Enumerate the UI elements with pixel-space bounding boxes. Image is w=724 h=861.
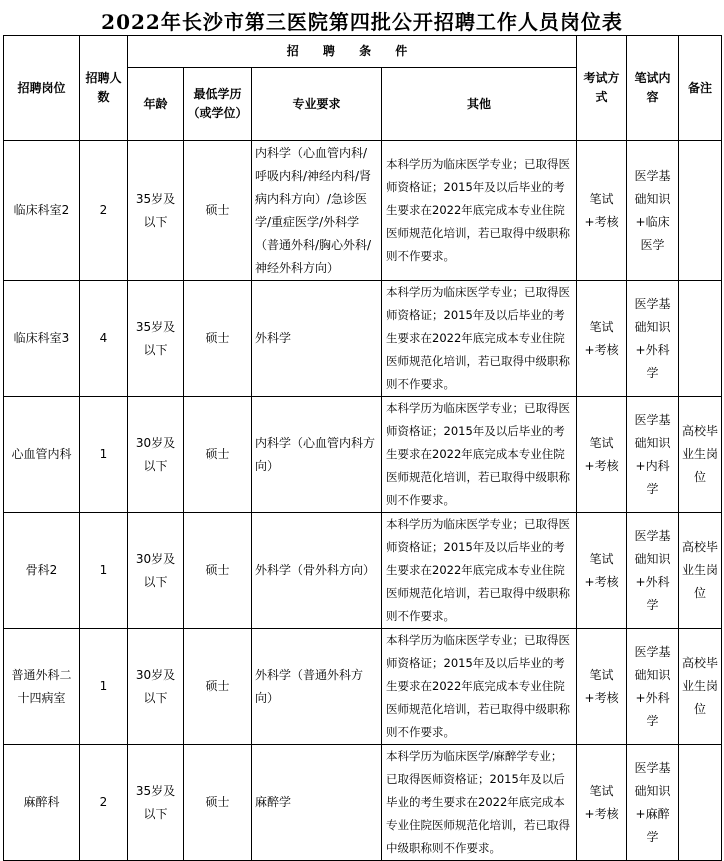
cell-age: 30岁及以下 [128, 629, 184, 745]
table-row [4, 397, 722, 513]
cell-major: 外科学（骨外科方向） [252, 513, 382, 629]
header-exam: 考试方式 [577, 36, 627, 141]
header-remark: 备注 [679, 36, 722, 141]
cell-age: 30岁及以下 [128, 397, 184, 513]
cell-written: 医学基础知识+外科学 [627, 281, 679, 397]
cell-written: 医学基础知识+临床医学 [627, 141, 679, 281]
cell-major: 外科学 [252, 281, 382, 397]
cell-remark: 高校毕业生岗位 [679, 513, 722, 629]
cell-age: 35岁及以下 [128, 141, 184, 281]
cell-post: 临床科室3 [4, 281, 80, 397]
header-major: 专业要求 [252, 68, 382, 141]
cell-major: 麻醉学 [252, 745, 382, 861]
cell-exam: 笔试+考核 [577, 141, 627, 281]
cell-other: 本科学历为临床医学专业；已取得医师资格证；2015年及以后毕业的考生要求在2022年底完成本专业住院医师规范化培训，若已取得中级职称则不作要求。 [382, 141, 577, 281]
cell-remark: 高校毕业生岗位 [679, 629, 722, 745]
table-row [4, 141, 722, 281]
cell-written: 医学基础知识+外科学 [627, 629, 679, 745]
cell-written: 医学基础知识+外科学 [627, 513, 679, 629]
table-row [4, 629, 722, 745]
cell-remark [679, 281, 722, 397]
cell-major: 内科学（心血管内科/呼吸内科/神经内科/肾病内科方向）/急诊医学/重症医学/外科学（普通外科/胸心外科/神经外科方向） [252, 141, 382, 281]
header-other: 其他 [382, 68, 577, 141]
cell-remark [679, 745, 722, 861]
cell-major: 内科学（心血管内科方向） [252, 397, 382, 513]
cell-exam: 笔试+考核 [577, 397, 627, 513]
cell-age: 30岁及以下 [128, 513, 184, 629]
cell-count: 2 [80, 745, 128, 861]
cell-exam: 笔试+考核 [577, 629, 627, 745]
cell-other: 本科学历为临床医学专业；已取得医师资格证；2015年及以后毕业的考生要求在2022年底完成本专业住院医师规范化培训，若已取得中级职称则不作要求。 [382, 629, 577, 745]
table-row [4, 281, 722, 397]
cell-exam: 笔试+考核 [577, 745, 627, 861]
cell-other: 本科学历为临床医学专业；已取得医师资格证；2015年及以后毕业的考生要求在2022年底完成本专业住院医师规范化培训，若已取得中级职称则不作要求。 [382, 281, 577, 397]
cell-remark: 高校毕业生岗位 [679, 397, 722, 513]
cell-post: 骨科2 [4, 513, 80, 629]
page-title: 2022年长沙市第三医院第四批公开招聘工作人员岗位表 [101, 10, 623, 34]
header-written: 笔试内容 [627, 36, 679, 141]
cell-age: 35岁及以下 [128, 745, 184, 861]
header-education: 最低学历（或学位） [184, 68, 252, 141]
cell-education: 硕士 [184, 141, 252, 281]
cell-education: 硕士 [184, 513, 252, 629]
cell-count: 1 [80, 629, 128, 745]
cell-post: 麻醉科 [4, 745, 80, 861]
cell-post: 普通外科二十四病室 [4, 629, 80, 745]
cell-education: 硕士 [184, 281, 252, 397]
cell-written: 医学基础知识+内科学 [627, 397, 679, 513]
cell-remark [679, 141, 722, 281]
cell-post: 心血管内科 [4, 397, 80, 513]
cell-other: 本科学历为临床医学专业；已取得医师资格证；2015年及以后毕业的考生要求在2022年底完成本专业住院医师规范化培训，若已取得中级职称则不作要求。 [382, 513, 577, 629]
cell-count: 1 [80, 513, 128, 629]
cell-other: 本科学历为临床医学/麻醉学专业；已取得医师资格证；2015年及以后毕业的考生要求在2022年底完成本专业住院医师规范化培训，若已取得中级职称则不作要求。 [382, 745, 577, 861]
cell-education: 硕士 [184, 745, 252, 861]
cell-written: 医学基础知识+麻醉学 [627, 745, 679, 861]
header-post: 招聘岗位 [4, 36, 80, 141]
cell-post: 临床科室2 [4, 141, 80, 281]
cell-exam: 笔试+考核 [577, 281, 627, 397]
header-conditions: 招 聘 条 件 [128, 36, 577, 68]
cell-major: 外科学（普通外科方向） [252, 629, 382, 745]
job-table [3, 35, 722, 861]
cell-age: 35岁及以下 [128, 281, 184, 397]
header-age: 年龄 [128, 68, 184, 141]
table-row [4, 745, 722, 861]
cell-exam: 笔试+考核 [577, 513, 627, 629]
cell-count: 2 [80, 141, 128, 281]
header-count: 招聘人数 [80, 36, 128, 141]
cell-education: 硕士 [184, 397, 252, 513]
table-row [4, 513, 722, 629]
cell-education: 硕士 [184, 629, 252, 745]
cell-count: 4 [80, 281, 128, 397]
cell-count: 1 [80, 397, 128, 513]
cell-other: 本科学历为临床医学专业；已取得医师资格证；2015年及以后毕业的考生要求在2022年底完成本专业住院医师规范化培训，若已取得中级职称则不作要求。 [382, 397, 577, 513]
